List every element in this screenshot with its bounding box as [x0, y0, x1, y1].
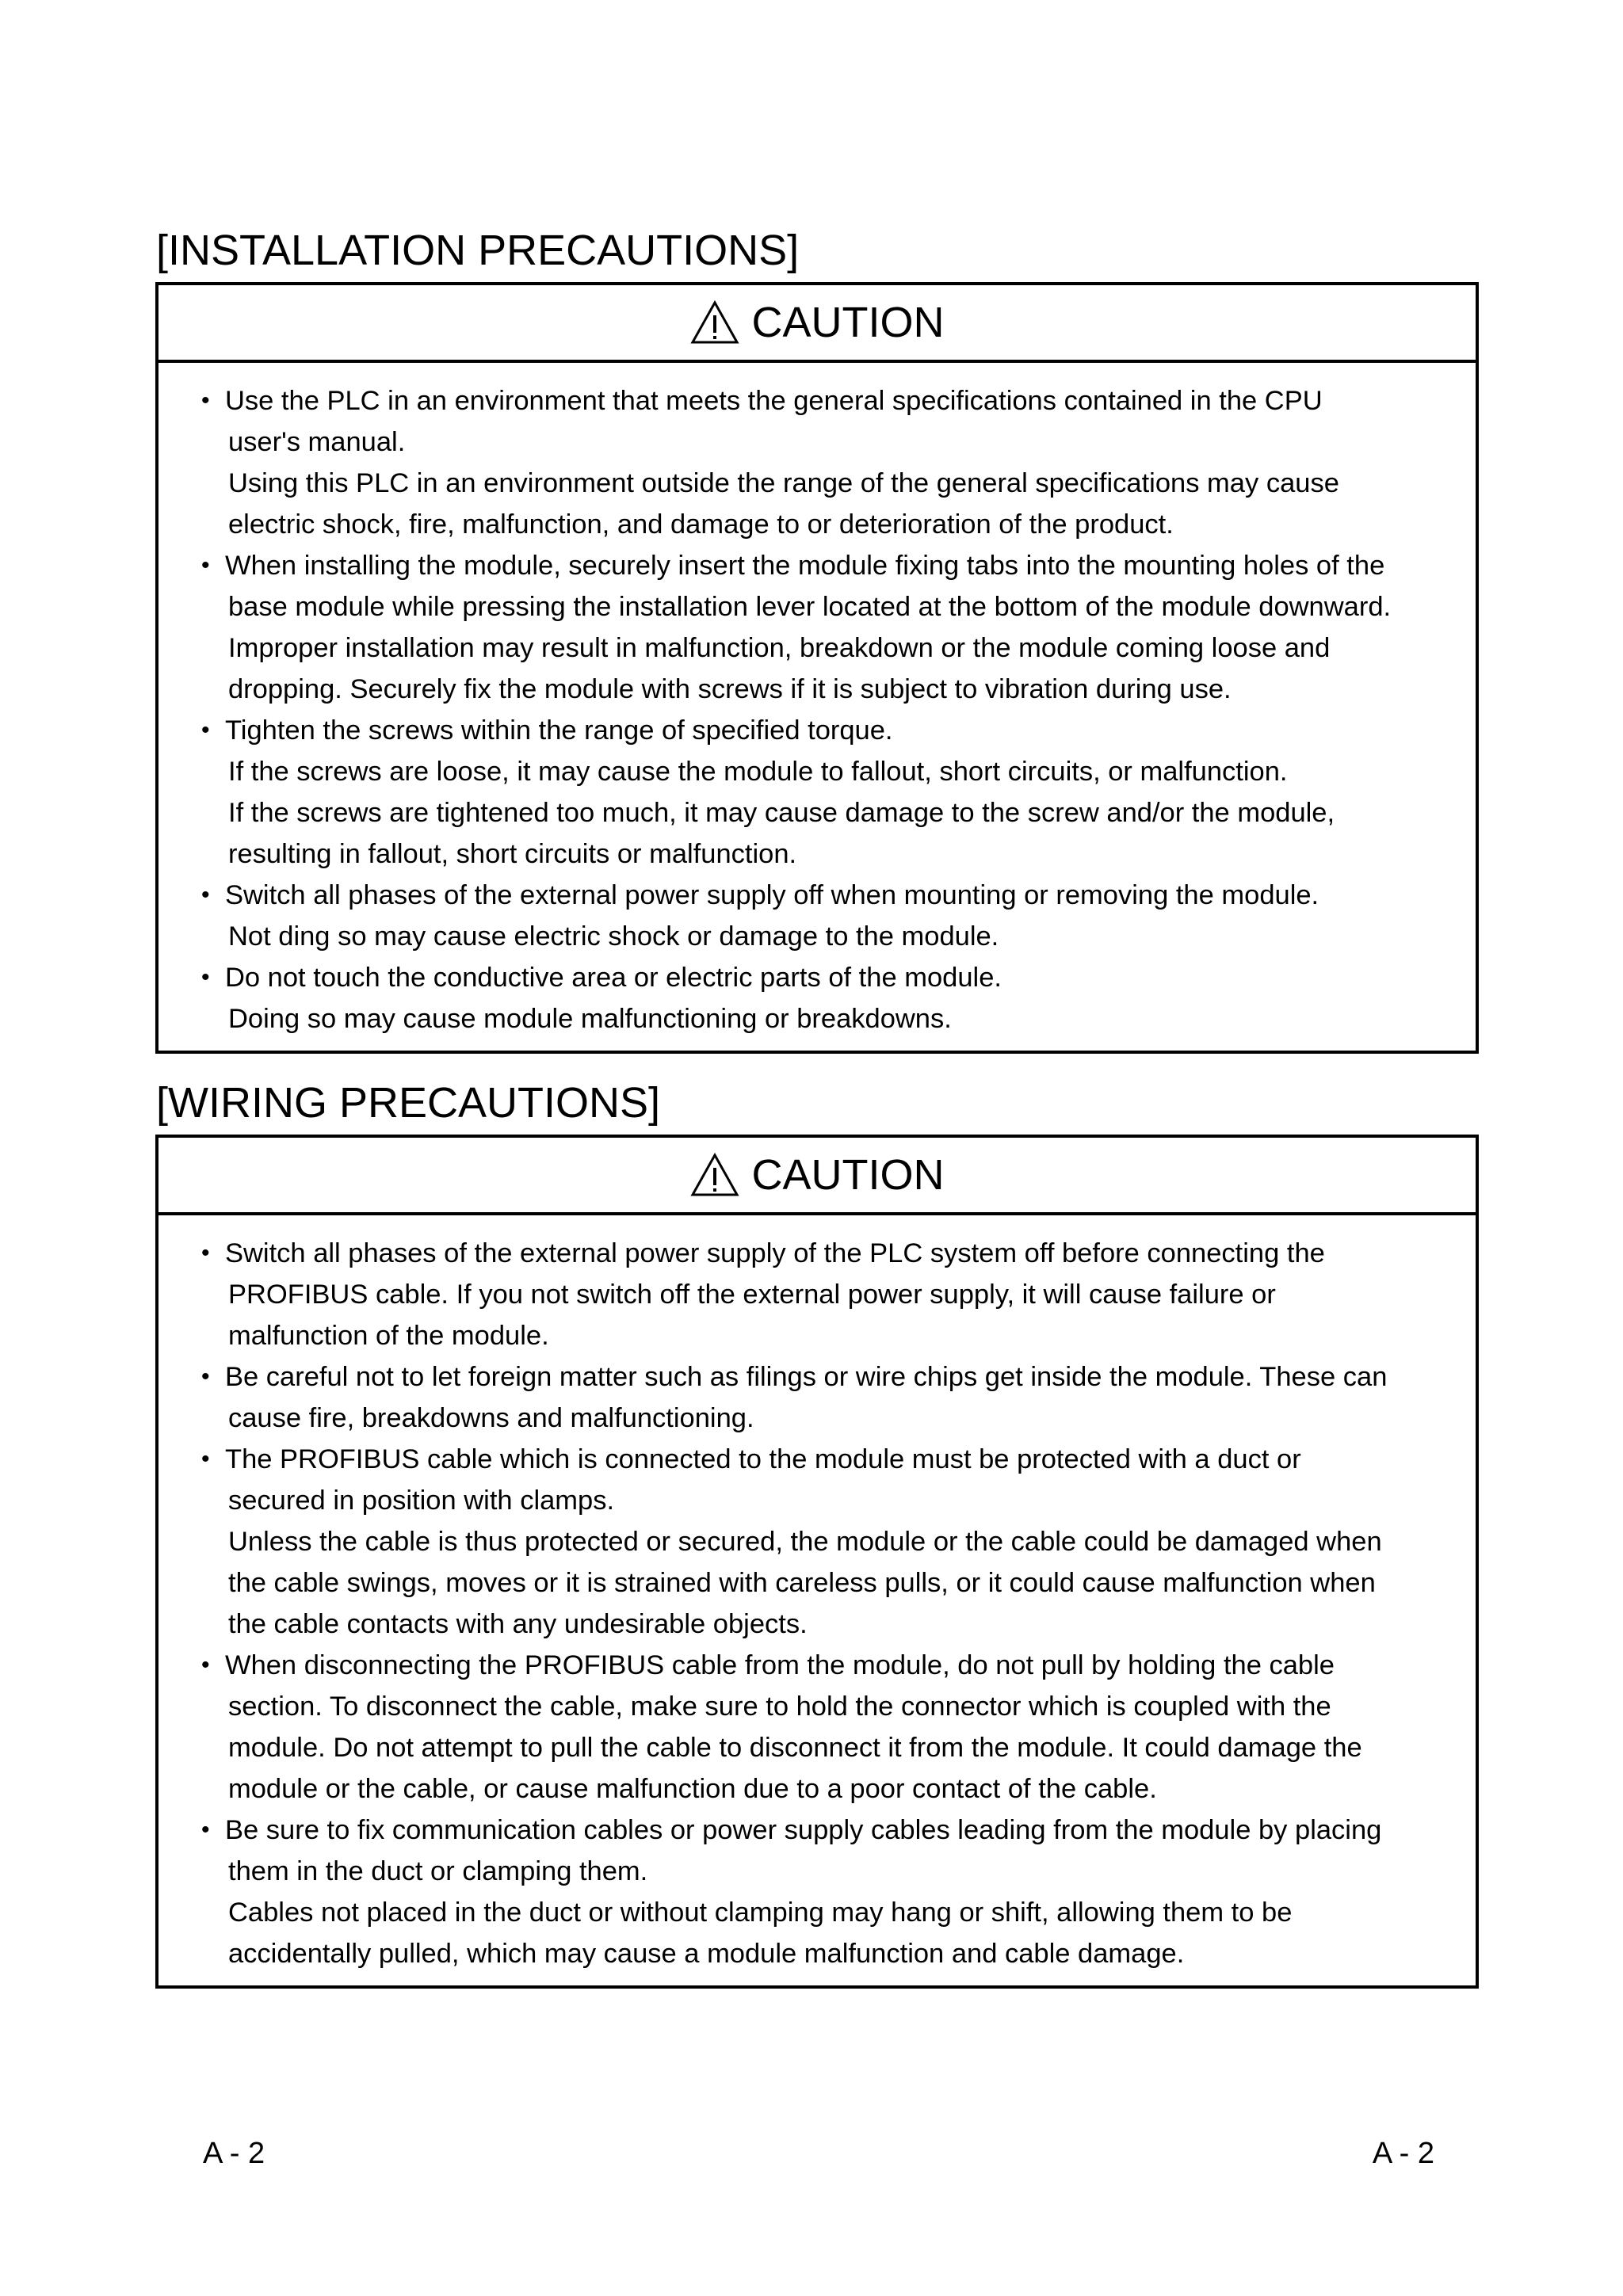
- bullet-icon: •: [201, 964, 210, 990]
- caution-item-line: resulting in fallout, short circuits or malfunction.: [228, 839, 797, 869]
- caution-item-line: module or the cable, or cause malfunction due to a poor contact of the cable.: [228, 1774, 1157, 1804]
- caution-item-line: Be careful not to let foreign matter such as filings or wire chips get inside the module. These can: [225, 1362, 1388, 1392]
- caution-item-line: Improper installation may result in malfunction, breakdown or the module coming loose and: [228, 633, 1331, 663]
- footer-page-number-left: A - 2: [203, 2137, 265, 2170]
- caution-item: [201, 1356, 1444, 1439]
- caution-item-line: Do not touch the conductive area or electric parts of the module.: [225, 963, 1002, 993]
- bullet-icon: •: [201, 552, 210, 578]
- caution-header: [158, 285, 1476, 363]
- footer-page-number-right: A - 2: [1372, 2137, 1434, 2170]
- bullet-icon: •: [201, 1363, 210, 1390]
- caution-item: [201, 1233, 1444, 1356]
- caution-item-line: Use the PLC in an environment that meets the general specifications contained in the CPU: [225, 386, 1323, 416]
- caution-item-line: accidentally pulled, which may cause a module malfunction and cable damage.: [228, 1939, 1185, 1969]
- caution-item-line: Be sure to fix communication cables or power supply cables leading from the module by placing: [225, 1815, 1382, 1845]
- warning-triangle-icon: [690, 300, 739, 345]
- caution-item: [201, 875, 1444, 957]
- bullet-icon: •: [201, 387, 210, 414]
- caution-item-line: When installing the module, securely insert the module fixing tabs into the mounting holes of the: [225, 551, 1385, 581]
- wiring-caution-list: [158, 1215, 1476, 1985]
- caution-item-line: Switch all phases of the external power supply off when mounting or removing the module.: [225, 880, 1319, 910]
- caution-item: [201, 1645, 1444, 1810]
- caution-item-line: the cable swings, moves or it is strained with careless pulls, or it could cause malfunction when: [228, 1568, 1376, 1598]
- caution-item: [201, 710, 1444, 875]
- bullet-icon: •: [201, 882, 210, 908]
- caution-item-line: If the screws are loose, it may cause the module to fallout, short circuits, or malfunction.: [228, 757, 1288, 787]
- caution-item-line: When disconnecting the PROFIBUS cable from the module, do not pull by holding the cable: [225, 1650, 1335, 1680]
- caution-item-line: secured in position with clamps.: [228, 1486, 615, 1516]
- caution-item-line: malfunction of the module.: [228, 1321, 549, 1351]
- caution-item-line: If the screws are tightened too much, it may cause damage to the screw and/or the module,: [228, 798, 1335, 828]
- caution-item-line: module. Do not attempt to pull the cable to disconnect it from the module. It could damage the: [228, 1733, 1362, 1763]
- caution-item-line: Switch all phases of the external power supply of the PLC system off before connecting the: [225, 1238, 1325, 1268]
- installation-caution-box: [155, 282, 1479, 1054]
- caution-item-line: the cable contacts with any undesirable objects.: [228, 1609, 808, 1639]
- caution-item-line: section. To disconnect the cable, make sure to hold the connector which is coupled with the: [228, 1691, 1331, 1722]
- caution-title: CAUTION: [751, 299, 945, 346]
- caution-item: [201, 1810, 1444, 1974]
- caution-item-line: PROFIBUS cable. If you not switch off the external power supply, it will cause failure or: [228, 1280, 1276, 1310]
- caution-item-line: Not ding so may cause electric shock or damage to the module.: [228, 921, 999, 952]
- wiring-caution-box: [155, 1135, 1479, 1989]
- bullet-icon: •: [201, 1240, 210, 1266]
- caution-header: [158, 1138, 1476, 1215]
- caution-item-line: Cables not placed in the duct or without clamping may hang or shift, allowing them to be: [228, 1897, 1293, 1928]
- wiring-precautions-heading: [WIRING PRECAUTIONS]: [156, 1079, 661, 1127]
- caution-item-line: dropping. Securely fix the module with screws if it is subject to vibration during use.: [228, 674, 1232, 704]
- bullet-icon: •: [201, 1817, 210, 1843]
- caution-item-line: Unless the cable is thus protected or secured, the module or the cable could be damaged when: [228, 1527, 1382, 1557]
- caution-item: [201, 380, 1444, 545]
- caution-item: [201, 545, 1444, 710]
- warning-triangle-icon: [690, 1153, 739, 1197]
- caution-title: CAUTION: [751, 1151, 945, 1199]
- caution-item: [201, 1439, 1444, 1645]
- bullet-icon: •: [201, 1652, 210, 1678]
- bullet-icon: •: [201, 717, 210, 743]
- bullet-icon: •: [201, 1446, 210, 1472]
- caution-item-line: Using this PLC in an environment outside the range of the general specifications may cause: [228, 468, 1339, 498]
- caution-item-line: cause fire, breakdowns and malfunctioning.: [228, 1403, 754, 1433]
- caution-item-line: user's manual.: [228, 427, 406, 457]
- caution-item-line: Doing so may cause module malfunctioning or breakdowns.: [228, 1004, 952, 1034]
- caution-item-line: The PROFIBUS cable which is connected to the module must be protected with a duct or: [225, 1444, 1301, 1474]
- caution-item-line: them in the duct or clamping them.: [228, 1856, 648, 1886]
- caution-item: [201, 957, 1444, 1039]
- caution-item-line: electric shock, fire, malfunction, and damage to or deterioration of the product.: [228, 509, 1174, 540]
- installation-caution-list: [158, 363, 1476, 1051]
- installation-precautions-heading: [INSTALLATION PRECAUTIONS]: [156, 227, 800, 274]
- caution-item-line: Tighten the screws within the range of specified torque.: [225, 715, 893, 746]
- caution-item-line: base module while pressing the installation lever located at the bottom of the module downward.: [228, 592, 1392, 622]
